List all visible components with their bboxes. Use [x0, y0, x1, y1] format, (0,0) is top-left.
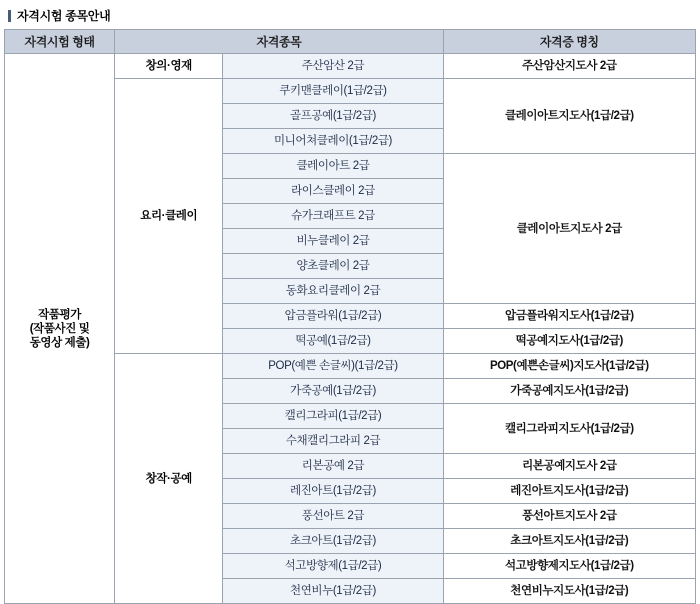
subject-item-cell: 미니어쳐클레이(1급/2급) — [223, 129, 443, 154]
subject-item-cell: 압금플라워(1급/2급) — [223, 304, 443, 329]
certificate-name-cell: 레진아트지도사(1급/2급) — [443, 479, 695, 504]
exam-form-line: (작품사진 및 — [29, 322, 90, 335]
title-marker-icon — [8, 10, 11, 22]
certificate-name-cell: 클레이아트지도사(1급/2급) — [443, 79, 695, 154]
subject-item-cell: 주산암산 2급 — [223, 54, 443, 79]
subject-item-cell: 풍선아트 2급 — [223, 504, 443, 529]
certificate-name-cell: 리본공예지도사 2급 — [443, 454, 695, 479]
subject-item-cell: 수채캘리그라피 2급 — [223, 429, 443, 454]
subject-item-cell: 골프공예(1급/2급) — [223, 104, 443, 129]
certificate-name-cell: 압금플라워지도사(1급/2급) — [443, 304, 695, 329]
exam-form-line: 작품평가 — [38, 308, 81, 321]
subject-item-cell: 클레이아트 2급 — [223, 154, 443, 179]
subject-item-cell: 라이스클레이 2급 — [223, 179, 443, 204]
table-header-row — [5, 30, 696, 54]
exam-form-cell — [5, 54, 115, 604]
subject-item-cell: 레진아트(1급/2급) — [223, 479, 443, 504]
subject-item-cell: 쿠키맨클레이(1급/2급) — [223, 79, 443, 104]
certificate-name-cell: 풍선아트지도사 2급 — [443, 504, 695, 529]
column-header-form: 자격시험 형태 — [5, 30, 115, 54]
subject-item-cell: POP(예쁜 손글씨)(1급/2급) — [223, 354, 443, 379]
column-header-certificate: 자격증 명칭 — [443, 30, 695, 54]
subject-group-cell: 요리·클레이 — [115, 79, 223, 354]
subject-item-cell: 초크아트(1급/2급) — [223, 529, 443, 554]
subject-item-cell: 천연비누(1급/2급) — [223, 579, 443, 604]
certificate-name-cell: POP(예쁜손글씨)지도사(1급/2급) — [443, 354, 695, 379]
subject-item-cell: 비누클레이 2급 — [223, 229, 443, 254]
certificate-name-cell: 가죽공예지도사(1급/2급) — [443, 379, 695, 404]
table-row — [5, 54, 696, 79]
table-body — [5, 54, 696, 604]
certificate-name-cell: 천연비누지도사(1급/2급) — [443, 579, 695, 604]
subject-item-cell: 리본공예 2급 — [223, 454, 443, 479]
certification-table — [4, 29, 696, 604]
certificate-name-cell: 클레이아트지도사 2급 — [443, 154, 695, 304]
subject-item-cell: 슈가크래프트 2급 — [223, 204, 443, 229]
subject-group-cell: 창작·공예 — [115, 354, 223, 604]
subject-item-cell: 양초클레이 2급 — [223, 254, 443, 279]
exam-form-line: 동영상 제출) — [29, 336, 90, 349]
certificate-name-cell: 캘리그라피지도사(1급/2급) — [443, 404, 695, 454]
subject-item-cell: 가죽공예(1급/2급) — [223, 379, 443, 404]
certificate-name-cell: 떡공예지도사(1급/2급) — [443, 329, 695, 354]
certificate-name-cell: 주산암산지도사 2급 — [443, 54, 695, 79]
certificate-name-cell: 석고방향제지도사(1급/2급) — [443, 554, 695, 579]
page-title — [4, 6, 696, 29]
certificate-name-cell: 초크아트지도사(1급/2급) — [443, 529, 695, 554]
subject-item-cell: 캘리그라피(1급/2급) — [223, 404, 443, 429]
subject-group-cell: 창의·영재 — [115, 54, 223, 79]
subject-item-cell: 석고방향제(1급/2급) — [223, 554, 443, 579]
page-title-label: 자격시험 종목안내 — [17, 9, 111, 23]
subject-item-cell: 동화요리클레이 2급 — [223, 279, 443, 304]
subject-item-cell: 떡공예(1급/2급) — [223, 329, 443, 354]
column-header-subject: 자격종목 — [115, 30, 443, 54]
